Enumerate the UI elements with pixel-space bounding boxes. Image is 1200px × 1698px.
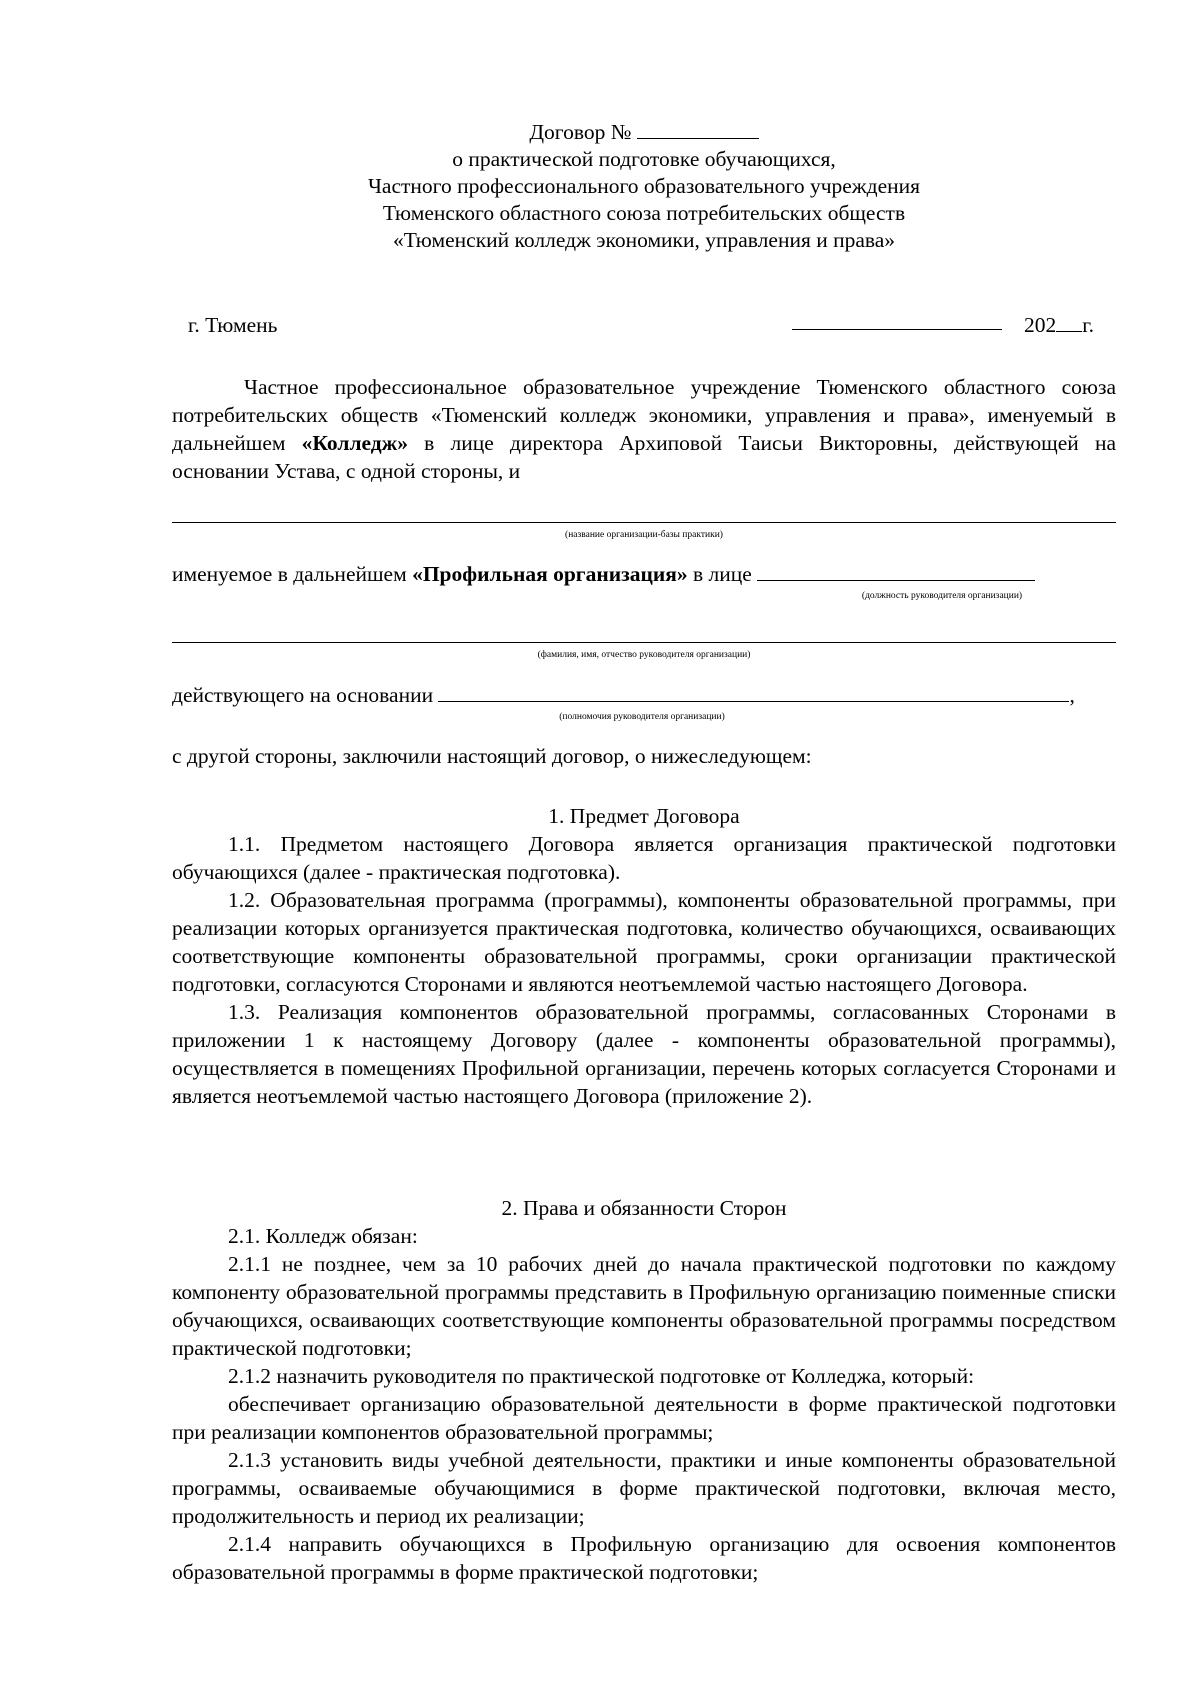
contract-number-label: Договор № xyxy=(529,120,632,144)
head-fullname-line xyxy=(172,642,1116,643)
head-position-blank xyxy=(757,562,1035,581)
clause-2-1-2: 2.1.2 назначить руководителя по практической подготовке от Колледжа, который: xyxy=(228,1364,975,1388)
title-line-3: Частного профессионального образовательного учреждения xyxy=(367,174,921,198)
contract-title-block xyxy=(172,118,1116,254)
contract-number-line xyxy=(172,118,1116,146)
acting-prefix: действующего на основании xyxy=(172,683,434,707)
section-2 xyxy=(172,1194,1116,1586)
authority-caption: (полномочия руководителя организации) xyxy=(559,712,725,722)
clause-1-2: 1.2. Образовательная программа (программы), компоненты образовательной программы, при реализации которых организуется практическая подготовка, количество обучающихся, осваивающих соответствующие компоненты образовательной программы, сроки организации практической подготовки, согласуются Сторонами и являются неотъемлемой частью настоящего Договора. xyxy=(172,888,1116,996)
acting-suffix: , xyxy=(1069,683,1075,707)
clause-2-1-2a: обеспечивает организацию образовательной деятельности в форме практической подготовки при реализации компонентов образовательной программы; xyxy=(172,1392,1116,1444)
section-1-title: 1. Предмет Договора xyxy=(548,804,740,828)
intro-text-1: Частное профессиональное образовательное учреждение Тюменского областного союза потребительских обществ «Тюменский колледж экономики, управления и права», именуемый в дальнейшем xyxy=(172,375,1116,455)
title-line-2: о практической подготовке обучающихся, xyxy=(452,147,836,171)
section-1 xyxy=(172,802,1116,1110)
intro-paragraph xyxy=(172,373,1116,485)
acting-basis-line xyxy=(172,681,1116,722)
year-suffix: г. xyxy=(1082,313,1095,337)
city-label: г. Тюмень xyxy=(188,313,278,337)
place-date-row xyxy=(172,311,1116,341)
head-fullname-caption: (фамилия, имя, отчество руководителя организации) xyxy=(537,650,751,660)
profile-org-term: «Профильная организация» xyxy=(412,562,688,586)
year-prefix: 202 xyxy=(1024,313,1057,337)
clause-1-1: 1.1. Предметом настоящего Договора является организация практической подготовки обучающихся (далее - практическая подготовка). xyxy=(172,832,1116,884)
org-name-caption: (название организации-базы практики) xyxy=(565,530,723,540)
concluded-text: с другой стороны, заключили настоящий договор, о нижеследующем: xyxy=(172,744,812,768)
year-label xyxy=(1024,311,1094,339)
authority-blank xyxy=(438,683,1069,702)
named-prefix: именуемое в дальнейшем xyxy=(172,562,413,586)
intro-text-2: в лице директора Архиповой Таисьи Викторовны, действующей на основании Устава, с одной стороны, и xyxy=(172,431,1116,483)
concluded-line xyxy=(172,742,1116,770)
head-position-caption: (должность руководителя организации) xyxy=(861,591,1023,601)
section-2-title: 2. Права и обязанности Сторон xyxy=(501,1196,787,1220)
head-fullname-field xyxy=(172,642,1116,661)
org-name-line xyxy=(172,522,1116,523)
title-line-5: «Тюменский колледж экономики, управления и права» xyxy=(392,228,896,252)
title-line-4: Тюменского областного союза потребительских обществ xyxy=(382,201,906,225)
year-blank xyxy=(1056,313,1082,332)
college-term: «Колледж» xyxy=(301,431,408,455)
org-name-field xyxy=(172,522,1116,541)
profile-org-line xyxy=(172,560,1116,601)
clause-2-1-1: 2.1.1 не позднее, чем за 10 рабочих дней до начала практической подготовки по каждому компоненту образовательной программы представить в Профильную организацию поименные списки обучающихся, осваивающих соответствующие компоненты образовательной программы посредством практической подготовки; xyxy=(172,1252,1116,1360)
clause-2-1: 2.1. Колледж обязан: xyxy=(228,1224,418,1248)
clause-2-1-4: 2.1.4 направить обучающихся в Профильную организацию для освоения компонентов образовательной программы в форме практической подготовки; xyxy=(172,1532,1116,1584)
clause-1-3: 1.3. Реализация компонентов образовательной программы, согласованных Сторонами в приложении 1 к настоящему Договору (далее - компоненты образовательной программы), осуществляется в помещениях Профильной организации, перечень которых согласуется Сторонами и является неотъемлемой частью настоящего Договора (приложение 2). xyxy=(172,1000,1116,1108)
contract-number-blank xyxy=(637,118,759,139)
clause-2-1-3: 2.1.3 установить виды учебной деятельности, практики и иные компоненты образовательной программы, осваиваемые обучающимися в форме практической подготовки, включая место, продолжительность и период их реализации; xyxy=(172,1448,1116,1528)
date-blank xyxy=(792,329,1002,330)
named-suffix: в лице xyxy=(687,562,752,586)
